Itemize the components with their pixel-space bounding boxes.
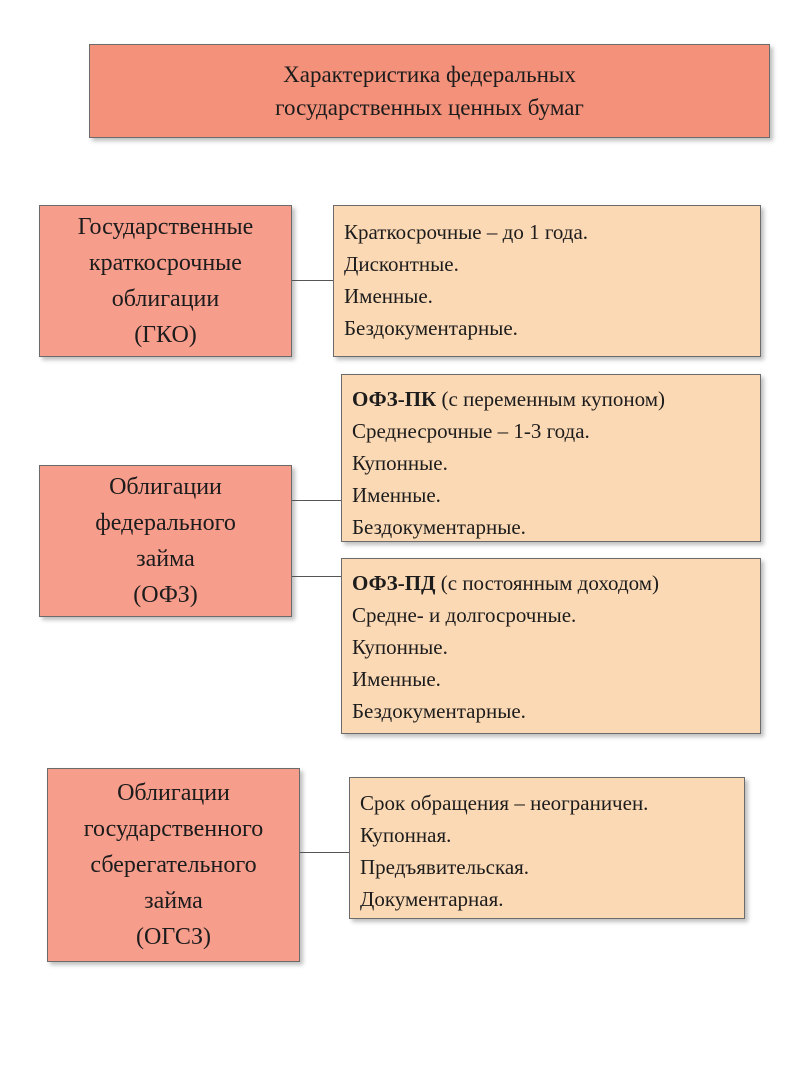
connector-ogsz: [300, 852, 350, 853]
gko-line-1: Государственные: [77, 214, 254, 240]
ogsz-feature-3: Предъявительская.: [360, 855, 530, 879]
ofz-pk-heading-rest: (с переменным купоном): [436, 387, 665, 411]
ofz-pk-feature-2: Купонные.: [352, 451, 448, 475]
ofz-pd-feature-1: Средне- и долгосрочные.: [352, 603, 577, 627]
gko-feature-2: Дисконтные.: [344, 252, 459, 276]
gko-line-2: краткосрочные: [89, 250, 242, 276]
ofz-line-2: федерального: [95, 510, 236, 536]
ogsz-feature-4: Документарная.: [360, 887, 504, 911]
ofz-pd-heading-rest: (с постоянным доходом): [435, 571, 660, 595]
category-gko: [39, 205, 292, 357]
ogsz-line-5: (ОГСЗ): [136, 924, 211, 950]
ogsz-line-4: займа: [144, 888, 203, 914]
ofz-pd-feature-3: Именные.: [352, 667, 441, 691]
features-ofz-pk: [341, 374, 761, 542]
ofz-pd-feature-2: Купонные.: [352, 635, 448, 659]
connector-gko: [292, 280, 334, 281]
ogsz-line-1: Облигации: [117, 780, 230, 806]
category-ofz: [39, 465, 292, 617]
ofz-pk-heading-bold: ОФЗ-ПК: [352, 387, 437, 411]
ofz-pd-feature-4: Бездокументарные.: [352, 699, 526, 723]
ofz-pd-heading-bold: ОФЗ-ПД: [352, 571, 436, 595]
ofz-pk-feature-1: Среднесрочные – 1-3 года.: [352, 419, 590, 443]
gko-feature-3: Именные.: [344, 284, 433, 308]
gko-line-3: облигации: [111, 286, 220, 312]
ofz-line-3: займа: [136, 546, 195, 572]
ofz-pk-feature-4: Бездокументарные.: [352, 515, 526, 539]
title-line-2: государственных ценных бумаг: [275, 95, 584, 120]
ogsz-line-3: сберегательного: [90, 852, 257, 878]
title-line-1: Характеристика федеральных: [283, 62, 576, 87]
diagram-title: [89, 44, 770, 138]
ofz-line-4: (ОФЗ): [133, 582, 198, 608]
features-ofz-pd: [341, 558, 761, 734]
ofz-pd-heading: [352, 567, 750, 599]
ofz-pk-heading: [352, 383, 750, 415]
features-ogsz: [349, 777, 745, 919]
ofz-line-1: Облигации: [109, 474, 222, 500]
connector-ofz-pk: [292, 500, 342, 501]
features-gko: [333, 205, 761, 357]
gko-feature-4: Бездокументарные.: [344, 316, 518, 340]
ogsz-feature-1: Срок обращения – неограничен.: [360, 791, 649, 815]
gko-line-4: (ГКО): [134, 322, 197, 348]
connector-ofz-pd: [292, 576, 342, 577]
ogsz-feature-2: Купонная.: [360, 823, 452, 847]
category-ogsz: [47, 768, 300, 962]
ogsz-line-2: государственного: [83, 816, 264, 842]
ofz-pk-feature-3: Именные.: [352, 483, 441, 507]
gko-feature-1: Краткосрочные – до 1 года.: [344, 220, 589, 244]
